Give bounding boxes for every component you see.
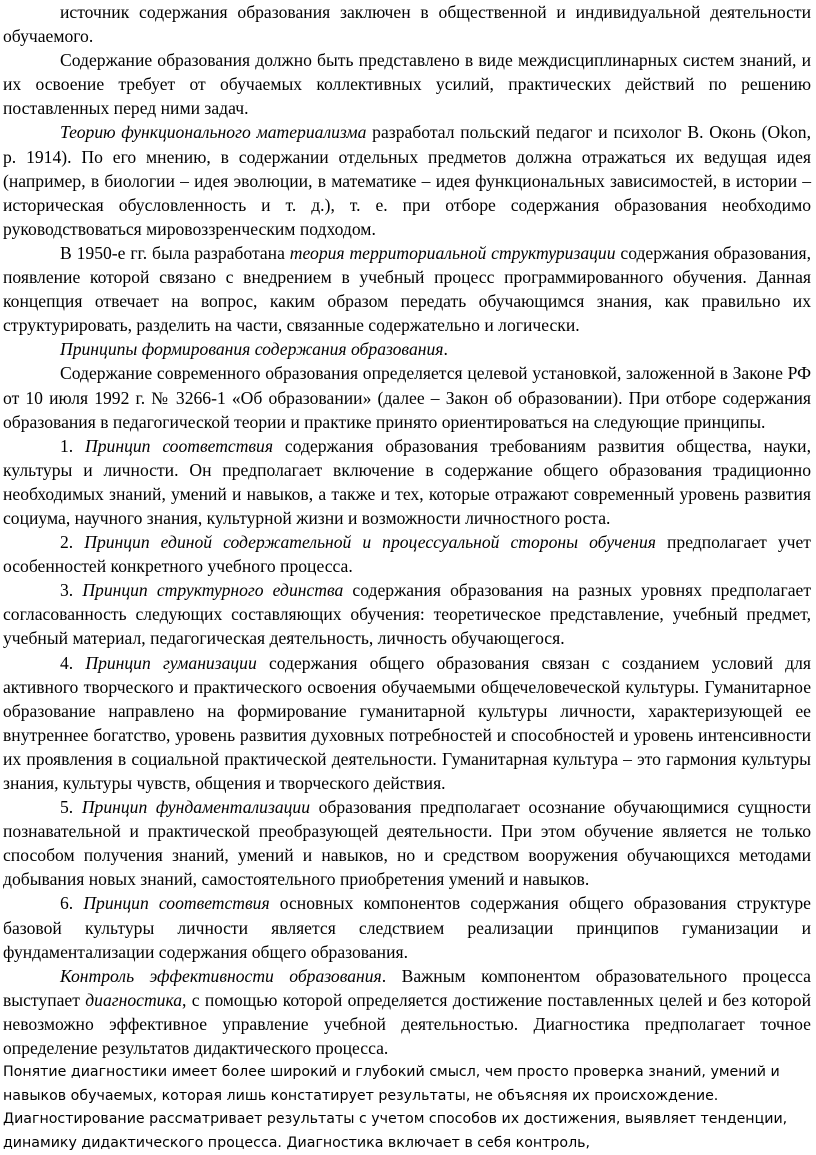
item-number: 5. bbox=[60, 797, 82, 818]
principle-term: Принцип гуманизации bbox=[85, 652, 257, 673]
item-number: 3. bbox=[60, 580, 83, 601]
text-run: Содержание образования должно быть представлено в виде междисциплинарных систем знаний, и их освоение требует от обучаемых коллективных усилий, практических действий по решению поставленных перед ними задач. bbox=[3, 50, 811, 119]
text-run: . bbox=[443, 339, 448, 360]
tail-paragraph-diagnosing: Диагностирование рассматривает результаты с учетом способов их достижения, выявляет тенденции, динамику дидактического процесса. Диагностика включает в себя контроль, bbox=[3, 1111, 788, 1151]
item-number: 6. bbox=[60, 893, 84, 914]
term-diagnostics: диагностика bbox=[85, 989, 183, 1010]
principle-item-5 bbox=[3, 795, 811, 891]
text-run: Содержание современного образования определяется целевой установкой, заложенной в Законе РФ от 10 июля 1992 г. № 3266-1 «Об образовании» (далее – Закон об образовании). При отборе содержания образования в педагогической теории и практике принято ориентироваться на следующие принципы. bbox=[3, 363, 811, 432]
item-number: 2. bbox=[60, 532, 85, 553]
text-run: предполагает учет особенностей конкретного учебного процесса. bbox=[3, 532, 811, 577]
tail-paragraph-diagnostics-concept: Понятие диагностики имеет более широкий и глубокий смысл, чем просто проверка знаний, умений и навыков обучаемых, которая лишь констатирует результаты, не объясняя их происхождение. bbox=[3, 1064, 780, 1104]
text-run: образования предполагает осознание обучающимися сущности познавательной и практической преобразующей деятельности. При этом обучение является не только способом получения знаний, умений и навыков, но и средством вооружения обучающихся методами добывания новых знаний, самостоятельного приобретения умений и навыков. bbox=[3, 797, 812, 890]
text-run: содержания образования на разных уровнях предполагает согласованность следующих составляющих обучения: теоретическое представление, учебный предмет, учебный материал, педагогическая деятельность, личность обучающегося. bbox=[3, 580, 812, 649]
item-number: 1. bbox=[60, 435, 86, 456]
text-run: источник содержания образования заключен в общественной и индивидуальной деятельности обучаемого. bbox=[3, 2, 811, 47]
paragraph-territorial-structuring bbox=[3, 241, 811, 337]
text-run: содержания образования, появление которой связано с внедрением в учебный процесс программированного обучения. Данная концепция отвечает на вопрос, каким образом передать обучающимся знания, как правильно их структурировать, разделить на части, связанные содержательно и логически. bbox=[3, 242, 811, 336]
term-effectiveness-control: Контроль эффективности образования bbox=[60, 965, 382, 986]
text-run: В 1950-е гг. была разработана bbox=[60, 242, 290, 263]
principle-term: Принцип структурного единства bbox=[82, 580, 344, 601]
principle-term: Принцип соответствия bbox=[85, 435, 274, 456]
paragraph-functional-materialism bbox=[3, 120, 811, 240]
paragraph-modern-content bbox=[3, 361, 811, 433]
term-territorial-structuring: теория территориальной структуризации bbox=[289, 242, 616, 263]
paragraph-interdisciplinary bbox=[3, 48, 811, 120]
principle-item-2 bbox=[3, 530, 811, 578]
principle-term: Принцип фундаментализации bbox=[81, 797, 311, 818]
principle-term: Принцип единой содержательной и процессуальной стороны обучения bbox=[84, 532, 656, 553]
paragraph-effectiveness-control bbox=[3, 964, 811, 1060]
principle-item-3 bbox=[3, 578, 811, 650]
paragraph-continuation bbox=[3, 0, 811, 48]
text-run: содержания общего образования связан с созданием условий для активного творческого и практического освоения обучаемыми общечеловеческой культуры. Гуманитарное образование направлено на формирование гуманитарной культуры личности, характеризующей ее внутреннее богатство, уровень развития духовных потребностей и способностей и уровень интенсивности их проявления в социальной практической деятельности. Гуманитарная культура – это гармония культуры знания, культуры чувств, общения и творческого действия. bbox=[3, 652, 811, 793]
document-tail bbox=[3, 1061, 811, 1155]
text-run: содержания образования требованиям развития общества, науки, культуры и личности. Он предполагает включение в содержание общего образования традиционно необходимых знаний, умений и навыков, а также и тех, которые отражают современный уровень развития социума, научного знания, культурной жизни и возможности личностного роста. bbox=[3, 435, 811, 528]
principle-item-6 bbox=[3, 891, 811, 963]
principle-term: Принцип соответствия bbox=[83, 893, 270, 914]
term-functional-materialism: Теорию функционального материализма bbox=[60, 122, 367, 143]
item-number: 4. bbox=[60, 652, 86, 673]
document-body bbox=[3, 0, 811, 1060]
text-run: основных компонентов содержания общего образования структуре базовой культуры личности является следствием реализации принципов гуманизации и фундаментализации содержания общего образования. bbox=[3, 893, 811, 962]
principle-item-1 bbox=[3, 434, 811, 530]
text-run: . Важным компонентом образовательного процесса выступает bbox=[3, 965, 811, 1010]
text-run: , с помощью которой определяется достижение поставленных целей и без которой невозможно эффективное управление учебной деятельностью. Диагностика предполагает точное определение результатов дидактического процесса. bbox=[3, 989, 811, 1059]
text-run: разработал польский педагог и психолог В. Оконь (Okon, p. 1914). По его мнению, в содержании отдельных предметов должна отражаться их ведущая идея (например, в биологии – идея эволюции, в математике – идея функциональных зависимостей, в истории – историческая обусловленность и т. д.), т. е. при отборе содержания образования необходимо руководствоваться мировоззренческим подходом. bbox=[3, 122, 811, 239]
heading-text: Принципы формирования содержания образования bbox=[60, 339, 444, 360]
principle-item-4 bbox=[3, 651, 811, 796]
section-heading-principles bbox=[3, 337, 811, 361]
